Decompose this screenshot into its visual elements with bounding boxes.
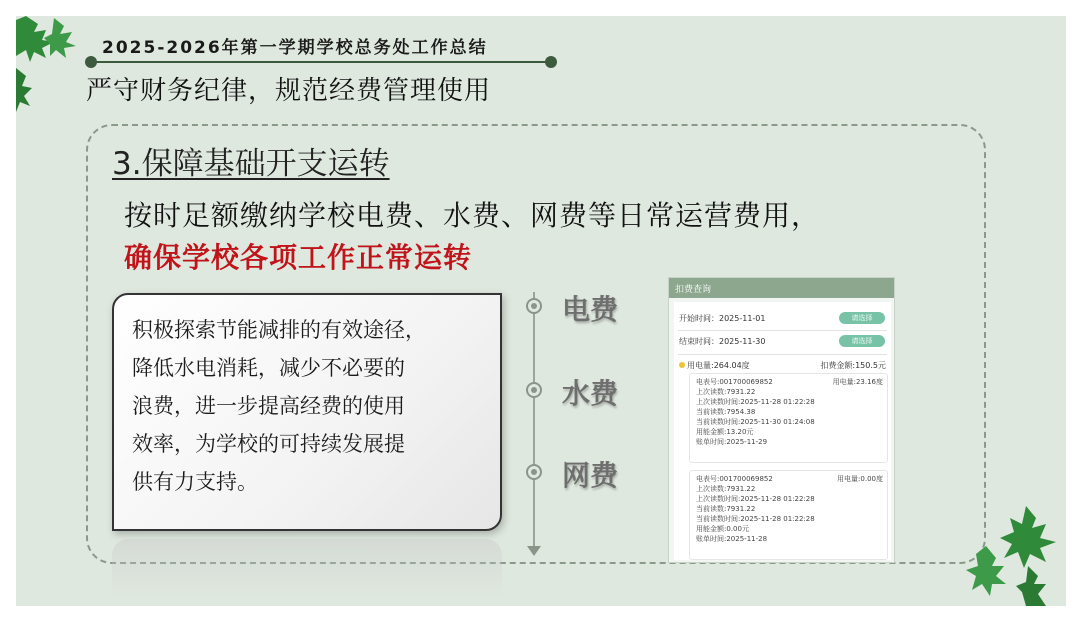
slide [16,16,1066,606]
phone-body [674,302,891,560]
fee-query-screenshot [668,277,895,563]
last-reading: 上次读数:7931.22 [696,485,756,493]
card-line: 效率，为学校的可持续发展提 [132,432,405,456]
last-reading: 上次读数:7931.22 [696,388,756,396]
card-line: 供有力支持。 [132,470,258,494]
highlight-statement: 确保学校各项工作正常运转 [124,241,473,274]
card-reflection [112,539,502,599]
sub-title: 3.保障基础开支运转 [112,146,390,182]
energy-amount: 用能金额:0.00元 [696,525,749,533]
current-reading-time: 当前读数时间:2025-11-30 01:24:08 [696,418,815,426]
bulb-icon [679,362,685,368]
timeline-line [533,292,535,550]
energy-saving-card [112,293,502,531]
end-time-label: 结束时间：2025-11-30 [679,337,766,346]
header-dot-right [545,56,557,68]
timeline-label-electricity: 电费 [562,293,619,326]
list-item [689,373,888,463]
card-line: 积极探索节能减排的有效途径， [132,318,426,342]
timeline-arrow-icon [527,546,541,556]
current-reading: 当前读数:7931.22 [696,505,756,513]
summary-amount: 扣费金额:150.5元 [820,361,886,370]
timeline-label-network: 网费 [562,459,619,492]
summary-usage: 用电量:264.04度 [687,361,750,370]
header-dot-left [85,56,97,68]
timeline-node-icon [526,298,542,314]
current-reading: 当前读数:7954.38 [696,408,756,416]
last-reading-time: 上次读数时间:2025-11-28 01:22:28 [696,398,815,406]
meter-number: 电表号:001700069852 [696,475,773,483]
timeline-label-water: 水费 [562,377,619,410]
header-underline [90,61,552,63]
phone-title: 扣费查询 [669,278,894,298]
divider [678,354,887,355]
list-item [689,470,888,560]
timeline-node-icon [526,464,542,480]
bill-time: 账单时间:2025-11-28 [696,535,768,543]
meter-number: 电表号:001700069852 [696,378,773,386]
last-reading-time: 上次读数时间:2025-11-28 01:22:28 [696,495,815,503]
bill-time: 账单时间:2025-11-29 [696,438,768,446]
start-time-select-button[interactable]: 请选择 [839,312,885,324]
end-time-select-button[interactable]: 请选择 [839,335,885,347]
section-title: 严守财务纪律，规范经费管理使用 [86,76,492,106]
main-statement: 按时足额缴纳学校电费、水费、网费等日常运营费用， [124,199,821,232]
maple-leaf-decoration-icon [966,496,1066,606]
card-text [132,311,487,501]
header-title: 2025-2026年第一学期学校总务处工作总结 [102,38,488,58]
record-usage: 用电量:23.16度 [832,378,883,386]
current-reading-time: 当前读数时间:2025-11-28 01:22:28 [696,515,815,523]
card-line: 降低水电消耗，减少不必要的 [132,356,405,380]
timeline-node-icon [526,382,542,398]
card-line: 浪费，进一步提高经费的使用 [132,394,405,418]
energy-amount: 用能金额:13.20元 [696,428,754,436]
start-time-label: 开始时间：2025-11-01 [679,314,766,323]
usage-summary [679,360,886,371]
header-bar [90,32,552,62]
record-usage: 用电量:0.00度 [837,475,883,483]
divider [678,330,887,331]
